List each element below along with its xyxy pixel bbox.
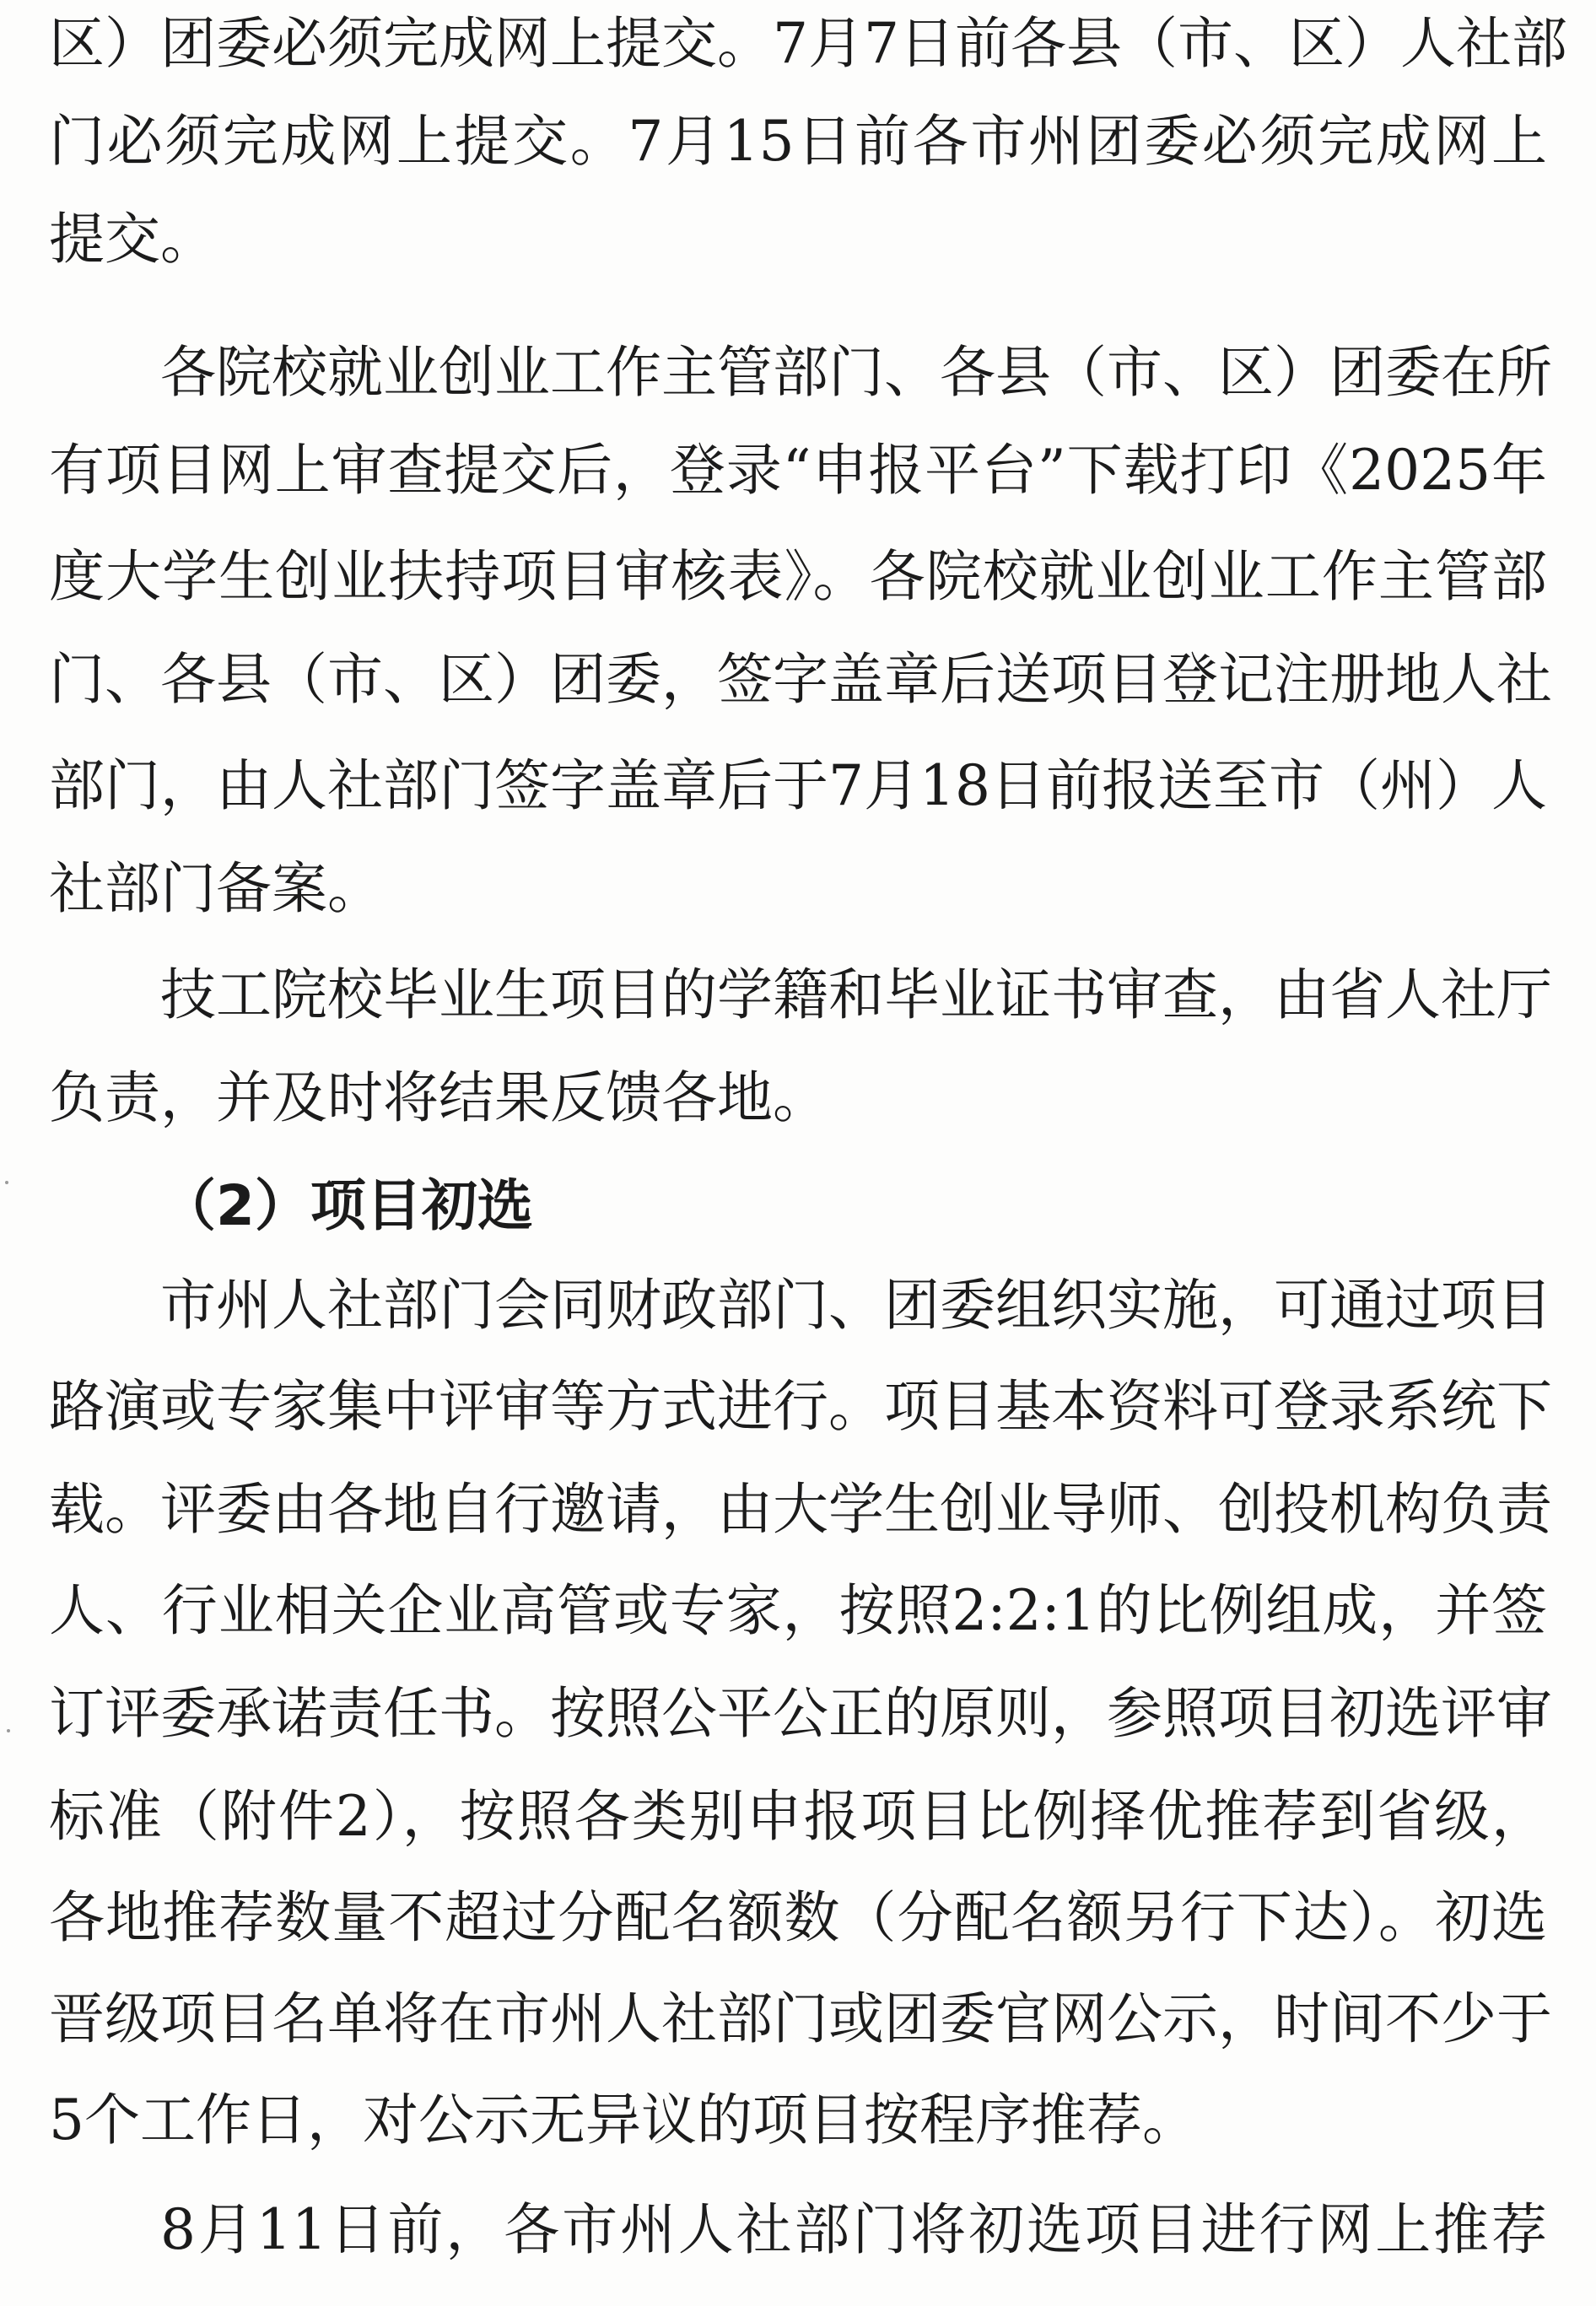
text-line-10: 技工院校毕业生项目的学籍和毕业证书审查，由省人社厅	[160, 962, 1552, 1027]
text-line-5: 有项目网上审查提交后，登录“申报平台”下载打印《2025年	[49, 438, 1547, 503]
text-line-20: 晋级项目名单将在市州人社部门或团委官网公示，时间不少于	[49, 1986, 1552, 2051]
text-line-22: 8月11日前，各市州人社部门将初选项目进行网上推荐	[160, 2197, 1547, 2262]
text-line-16: 人、行业相关企业高管或专家，按照2:2:1的比例组成，并签	[49, 1578, 1547, 1643]
text-line-17: 订评委承诺责任书。按照公平公正的原则，参照项目初选评审	[49, 1681, 1552, 1746]
text-line-11: 负责，并及时将结果反馈各地。	[49, 1065, 828, 1130]
scan-mark	[7, 1729, 10, 1732]
text-line-15: 载。评委由各地自行邀请，由大学生创业导师、创投机构负责	[49, 1477, 1552, 1542]
section-heading: （2）项目初选	[160, 1173, 533, 1238]
text-line-14: 路演或专家集中评审等方式进行。项目基本资料可登录系统下	[49, 1374, 1552, 1439]
text-line-21: 5个工作日，对公示无异议的项目按程序推荐。	[49, 2088, 1198, 2152]
text-line-8: 部门，由人社部门签字盖章后于7月18日前报送至市（州）人	[49, 753, 1547, 818]
text-line-4: 各院校就业创业工作主管部门、各县（市、区）团委在所	[160, 340, 1552, 405]
text-line-9: 社部门备案。	[49, 856, 383, 921]
text-line-3: 提交。	[49, 207, 216, 272]
text-line-6: 度大学生创业扶持项目审核表》。各院校就业创业工作主管部	[49, 544, 1547, 609]
text-line-7: 门、各县（市、区）团委，签字盖章后送项目登记注册地人社	[49, 647, 1552, 712]
scan-mark	[5, 1181, 8, 1184]
text-line-1: 区）团委必须完成网上提交。7月7日前各县（市、区）人社部	[49, 11, 1567, 76]
text-line-13: 市州人社部门会同财政部门、团委组织实施，可通过项目	[160, 1273, 1552, 1338]
text-line-19: 各地推荐数量不超过分配名额数（分配名额另行下达）。初选	[49, 1885, 1547, 1950]
text-line-2: 门必须完成网上提交。7月15日前各市州团委必须完成网上	[49, 109, 1547, 174]
text-line-18: 标准（附件2），按照各类别申报项目比例择优推荐到省级，	[49, 1784, 1547, 1849]
